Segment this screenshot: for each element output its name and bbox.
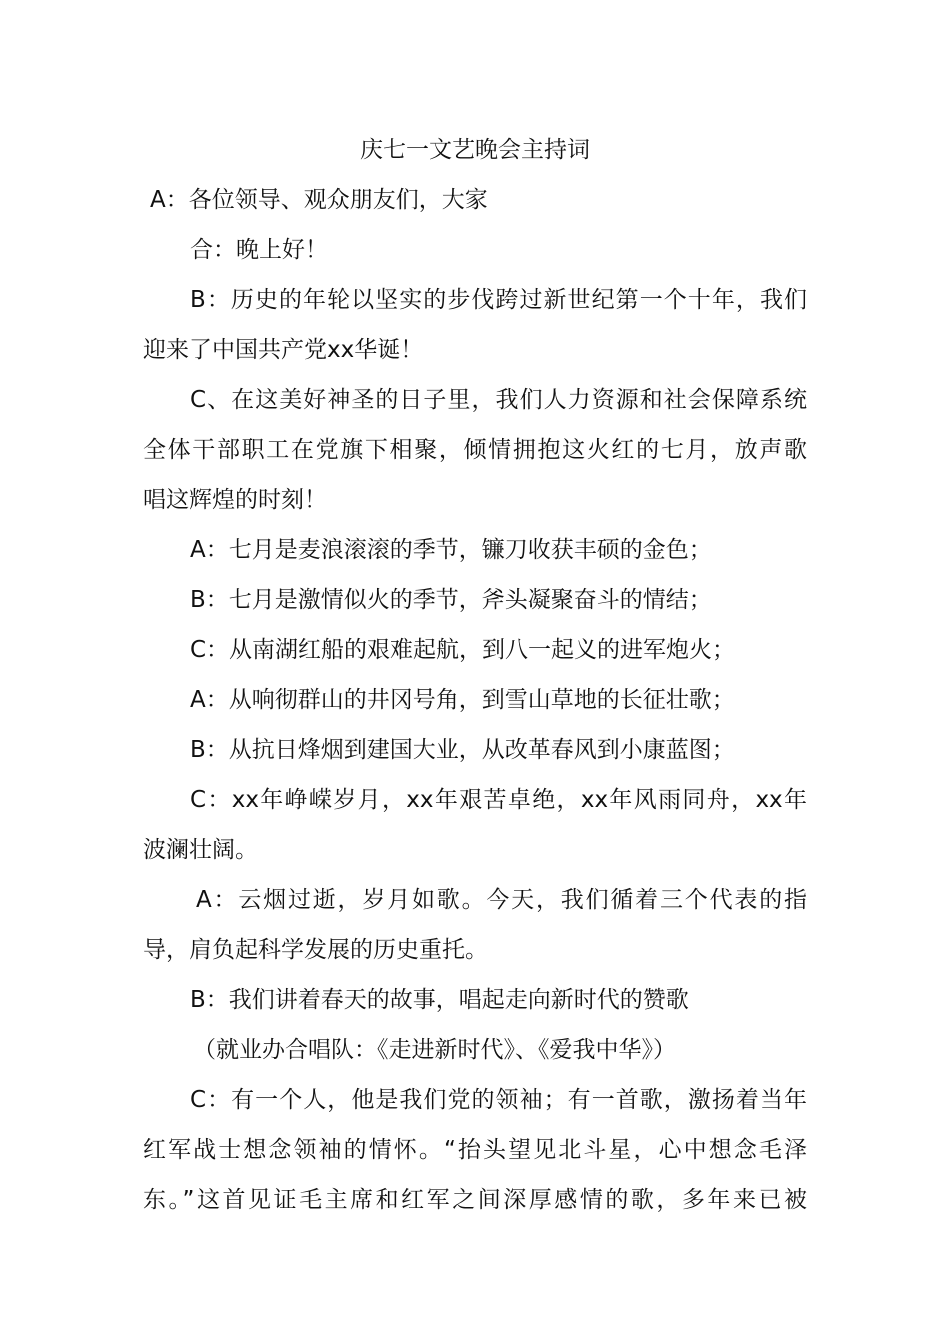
document-title: 庆七一文艺晚会主持词	[360, 137, 590, 163]
paragraph-line: B：我们讲着春天的故事，唱起走向新时代的赞歌	[190, 987, 689, 1013]
paragraph-line: B：七月是激情似火的季节，斧头凝聚奋斗的情结；	[190, 587, 712, 613]
paragraph-line: C：从南湖红船的艰难起航，到八一起义的进军炮火；	[190, 637, 736, 663]
paragraph-line: 红军战士想念领袖的情怀。“抬头望见北斗星，心中想念毛泽	[143, 1137, 807, 1163]
paragraph-line: C、在这美好神圣的日子里，我们人力资源和社会保障系统	[190, 387, 807, 413]
paragraph-line: B：历史的年轮以坚实的步伐跨过新世纪第一个十年，我们	[190, 287, 807, 313]
paragraph-line: 波澜壮阔。	[143, 837, 258, 863]
paragraph-line: C：xx年峥嵘岁月，xx年艰苦卓绝，xx年风雨同舟，xx年	[190, 787, 807, 813]
paragraph-line: 全体干部职工在党旗下相聚，倾情拥抱这火红的七月，放声歌	[143, 437, 807, 463]
paragraph-line: 东。”这首见证毛主席和红军之间深厚感情的歌，多年来已被	[143, 1187, 807, 1213]
paragraph-line: A：从响彻群山的井冈号角，到雪山草地的长征壮歌；	[190, 687, 735, 713]
paragraph-line: A：七月是麦浪滚滚的季节，镰刀收获丰硕的金色；	[190, 537, 712, 563]
program-note: （就业办合唱队：《走进新时代》、《爱我中华》）	[193, 1037, 676, 1063]
paragraph-line: 唱这辉煌的时刻！	[143, 487, 327, 513]
paragraph-line: 导，肩负起科学发展的历史重托。	[143, 937, 488, 963]
paragraph-line: A：各位领导、观众朋友们，大家	[150, 187, 488, 213]
paragraph-line: B：从抗日烽烟到建国大业，从改革春风到小康蓝图；	[190, 737, 735, 763]
paragraph-line: A：云烟过逝，岁月如歌。今天，我们循着三个代表的指	[196, 887, 807, 913]
paragraph-line: C：有一个人，他是我们党的领袖；有一首歌，激扬着当年	[190, 1087, 807, 1113]
paragraph-line: 迎来了中国共产党xx华诞！	[143, 337, 424, 363]
paragraph-line: 合：晚上好！	[190, 237, 328, 263]
